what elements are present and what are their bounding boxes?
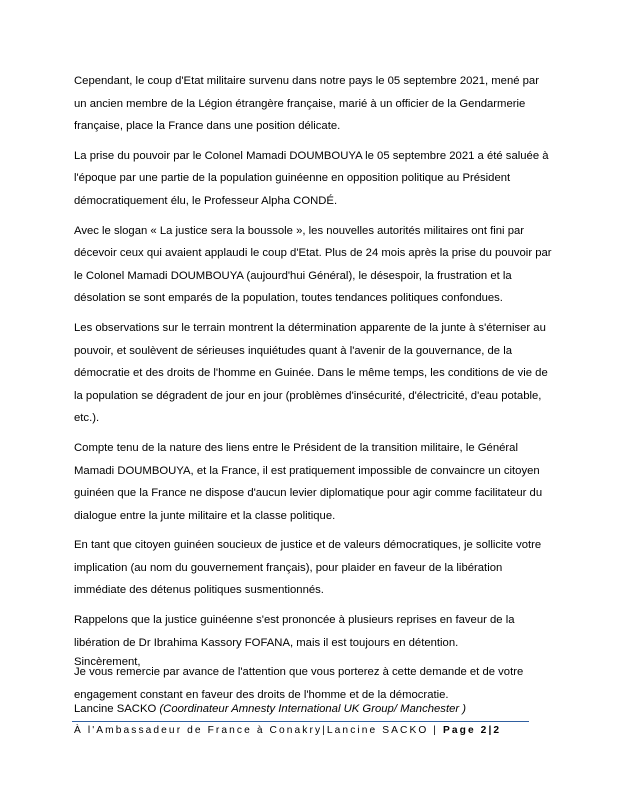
footer-divider — [72, 721, 529, 722]
paragraph: Compte tenu de la nature des liens entre le Président de la transition militaire, le Général Mamadi DOUMBOUYA, et la France, il est pratiquement impossible de convaincre un citoyen guinéen que la France ne dispose d'aucun levier diplomatique pour agir comme facilitateur du dialogue entre la junte militaire et la classe politique. — [74, 441, 543, 522]
paragraph: Rappelons que la justice guinéenne s'est prononcée à plusieurs reprises en faveur de la libération de Dr Ibrahima Kassory FOFANA, mais il est toujours en détention. — [74, 614, 515, 649]
signature-name: Lancine SACKO — [74, 703, 160, 715]
page-number: Page 2|2 — [443, 725, 502, 736]
paragraph: La prise du pouvoir par le Colonel Mamadi DOUMBOUYA le 05 septembre 2021 a été saluée à l'époque par une partie de la population guinéenne en opposition politique au Président démocratiquement élu, le Professeur Alpha CONDÉ. — [74, 149, 549, 207]
paragraph: Je vous remercie par avance de l'attention que vous porterez à cette demande et de votre engagement constant en faveur des droits de l'homme et de la démocratie. — [74, 666, 524, 701]
paragraph: Cependant, le coup d'Etat militaire survenu dans notre pays le 05 septembre 2021, mené par un ancien membre de la Légion étrangère française, marié à un officier de la Gendarmerie française, place la France dans une position délicate. — [74, 75, 539, 133]
signature-title: (Coordinateur Amnesty International UK Group/ Manchester ) — [159, 703, 467, 715]
paragraph: Les observations sur le terrain montrent la détermination apparente de la junte à s'éterniser au pouvoir, et soulèvent de sérieuses inquiétudes quant à l'avenir de la gouvernance, de la démocratie et des droits de l'homme en Guinée. Dans le même temps, les conditions de vie de la population se dégradent de jour en jour (problèmes d'insécurité, d'électricité, d'eau potable, etc.). — [74, 321, 548, 425]
paragraph: Avec le slogan « La justice sera la boussole », les nouvelles autorités militaires ont fini par décevoir ceux qui avaient applaudi le coup d'Etat. Plus de 24 mois après la prise du pouvoir par le Colonel Mamadi DOUMBOUYA (aujourd'hui Général), le désespoir, la frustration et la désolation se sont emparés de la population, toutes tendances politiques confondues. — [74, 224, 552, 305]
letter-body — [74, 70, 554, 713]
closing: Sincèrement, — [74, 656, 141, 668]
signature — [74, 703, 466, 715]
page-footer — [74, 725, 544, 736]
footer-text: À l'Ambassadeur de France à Conakry|Lancine SACKO | — [74, 725, 443, 736]
paragraph: En tant que citoyen guinéen soucieux de justice et de valeurs démocratiques, je sollicite votre implication (au nom du gouvernement français), pour plaider en faveur de la libération immédiate des détenus politiques susmentionnés. — [74, 539, 542, 597]
